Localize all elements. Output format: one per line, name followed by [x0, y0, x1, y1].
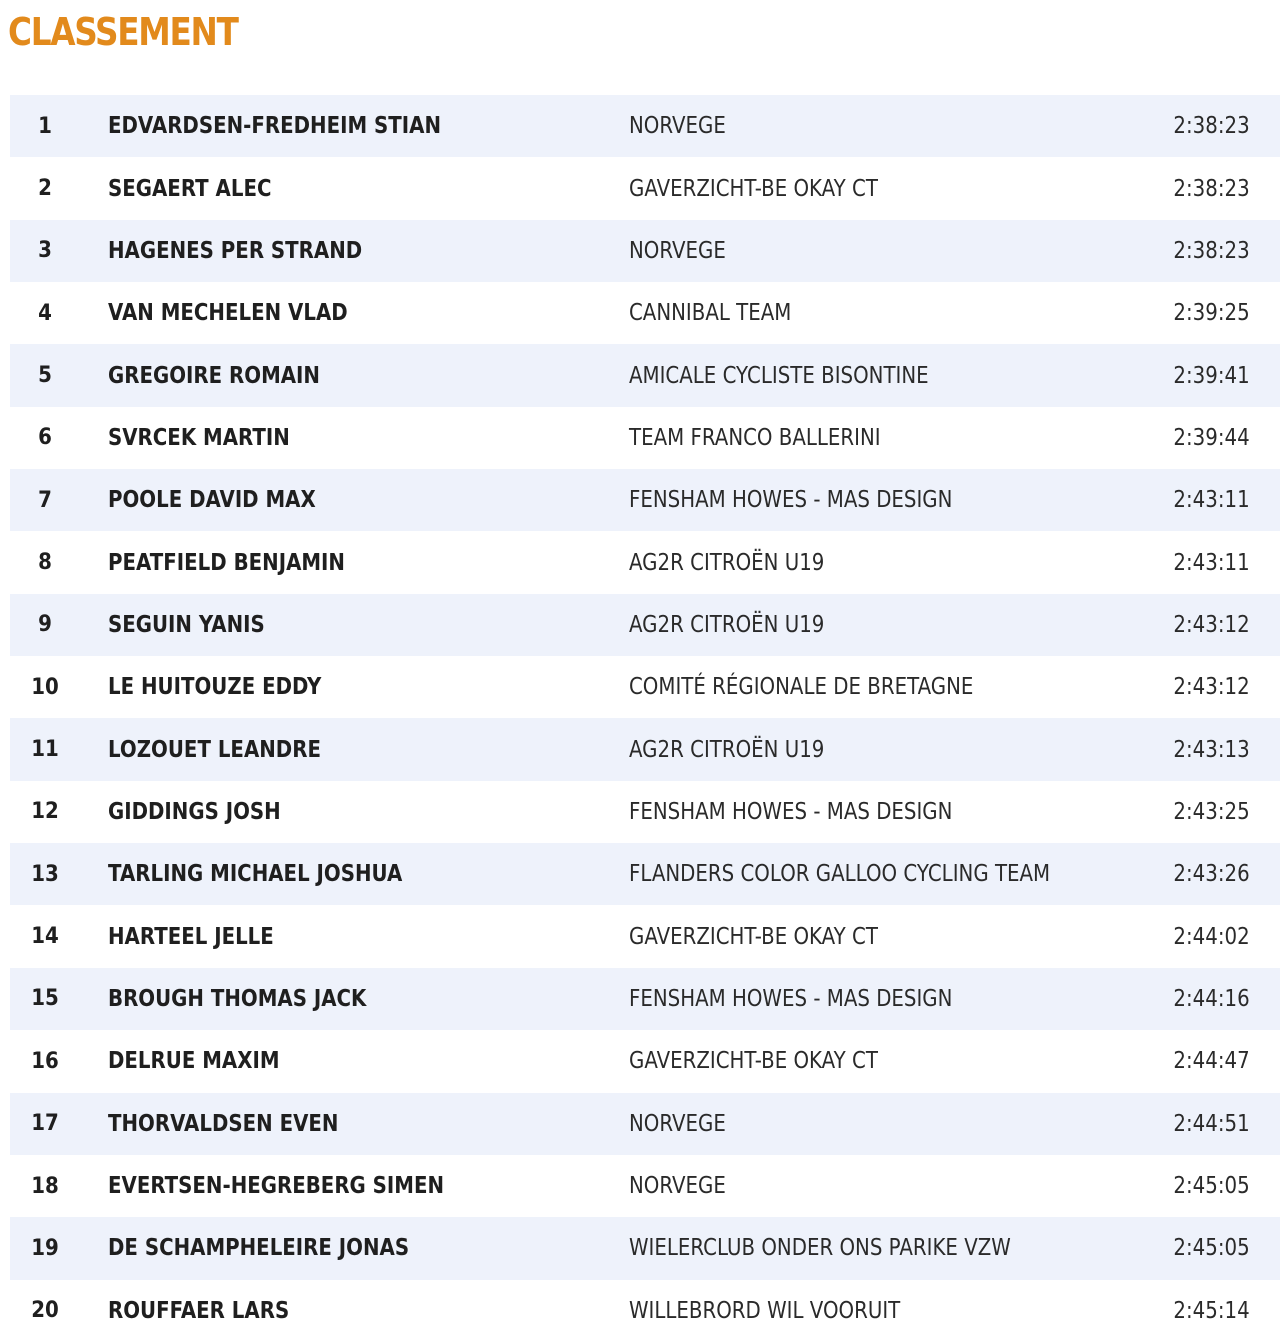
page-title: CLASSEMENT [8, 10, 238, 54]
table-row [10, 656, 1280, 718]
table-row [10, 594, 1280, 656]
rank-cell: 11 [31, 737, 59, 763]
rider-name-cell: LE HUITOUZE EDDY [108, 674, 322, 701]
time-cell: 2:44:47 [1173, 1048, 1250, 1075]
time-cell: 2:45:05 [1173, 1235, 1250, 1262]
team-cell: AG2R CITROËN U19 [629, 736, 825, 763]
rider-name-cell: ROUFFAER LARS [108, 1297, 290, 1324]
table-row [10, 344, 1280, 406]
rider-name-cell: BROUGH THOMAS JACK [108, 985, 367, 1012]
team-cell: NORVEGE [629, 1173, 726, 1200]
rider-name-cell: SVRCEK MARTIN [108, 424, 290, 451]
rank-cell: 2 [38, 176, 52, 202]
time-cell: 2:43:11 [1173, 487, 1250, 514]
rank-cell: 15 [31, 986, 59, 1012]
rider-name-cell: GIDDINGS JOSH [108, 798, 281, 825]
results-table [10, 95, 1280, 1342]
table-row [10, 220, 1280, 282]
rider-name-cell: POOLE DAVID MAX [108, 487, 316, 514]
rider-name-cell: TARLING MICHAEL JOSHUA [108, 861, 403, 888]
rank-cell: 7 [38, 487, 52, 513]
rider-name-cell: VAN MECHELEN VLAD [108, 300, 348, 327]
team-cell: AG2R CITROËN U19 [629, 611, 825, 638]
team-cell: NORVEGE [629, 1110, 726, 1137]
rank-cell: 19 [31, 1235, 59, 1261]
team-cell: GAVERZICHT-BE OKAY CT [629, 923, 878, 950]
rank-cell: 13 [31, 861, 59, 887]
table-row [10, 157, 1280, 219]
time-cell: 2:38:23 [1173, 175, 1250, 202]
team-cell: GAVERZICHT-BE OKAY CT [629, 1048, 878, 1075]
team-cell: AMICALE CYCLISTE BISONTINE [629, 362, 929, 389]
rider-name-cell: THORVALDSEN EVEN [108, 1110, 339, 1137]
time-cell: 2:38:23 [1173, 113, 1250, 140]
time-cell: 2:45:14 [1173, 1297, 1250, 1324]
team-cell: AG2R CITROËN U19 [629, 549, 825, 576]
table-row [10, 531, 1280, 593]
table-row [10, 718, 1280, 780]
time-cell: 2:43:12 [1173, 674, 1250, 701]
rider-name-cell: DE SCHAMPHELEIRE JONAS [108, 1235, 410, 1262]
rider-name-cell: SEGUIN YANIS [108, 611, 265, 638]
table-row [10, 968, 1280, 1030]
time-cell: 2:44:51 [1173, 1110, 1250, 1137]
time-cell: 2:39:41 [1173, 362, 1250, 389]
table-row [10, 1280, 1280, 1342]
time-cell: 2:39:44 [1173, 424, 1250, 451]
time-cell: 2:45:05 [1173, 1173, 1250, 1200]
table-row [10, 1030, 1280, 1092]
team-cell: NORVEGE [629, 113, 726, 140]
team-cell: WIELERCLUB ONDER ONS PARIKE VZW [629, 1235, 1011, 1262]
time-cell: 2:44:16 [1173, 985, 1250, 1012]
time-cell: 2:43:11 [1173, 549, 1250, 576]
rank-cell: 5 [38, 363, 52, 389]
time-cell: 2:43:12 [1173, 611, 1250, 638]
table-row [10, 469, 1280, 531]
team-cell: TEAM FRANCO BALLERINI [629, 424, 881, 451]
rank-cell: 18 [31, 1173, 59, 1199]
time-cell: 2:43:26 [1173, 861, 1250, 888]
team-cell: COMITÉ RÉGIONALE DE BRETAGNE [629, 674, 974, 701]
team-cell: WILLEBRORD WIL VOORUIT [629, 1297, 901, 1324]
rank-cell: 12 [31, 799, 59, 825]
time-cell: 2:39:25 [1173, 300, 1250, 327]
rank-cell: 3 [38, 238, 52, 264]
rank-cell: 20 [31, 1298, 59, 1324]
rider-name-cell: LOZOUET LEANDRE [108, 736, 321, 763]
table-row [10, 781, 1280, 843]
rank-cell: 4 [38, 300, 52, 326]
rider-name-cell: SEGAERT ALEC [108, 175, 272, 202]
table-row [10, 407, 1280, 469]
time-cell: 2:38:23 [1173, 237, 1250, 264]
rider-name-cell: HARTEEL JELLE [108, 923, 274, 950]
table-row [10, 1155, 1280, 1217]
team-cell: FENSHAM HOWES - MAS DESIGN [629, 985, 953, 1012]
time-cell: 2:43:25 [1173, 798, 1250, 825]
rider-name-cell: EVERTSEN-HEGREBERG SIMEN [108, 1173, 445, 1200]
rank-cell: 8 [38, 550, 52, 576]
rank-cell: 14 [31, 924, 59, 950]
rider-name-cell: HAGENES PER STRAND [108, 237, 363, 264]
rank-cell: 16 [31, 1048, 59, 1074]
team-cell: FLANDERS COLOR GALLOO CYCLING TEAM [629, 861, 1051, 888]
table-row [10, 95, 1280, 157]
time-cell: 2:43:13 [1173, 736, 1250, 763]
rider-name-cell: GREGOIRE ROMAIN [108, 362, 320, 389]
team-cell: CANNIBAL TEAM [629, 300, 792, 327]
team-cell: GAVERZICHT-BE OKAY CT [629, 175, 878, 202]
team-cell: FENSHAM HOWES - MAS DESIGN [629, 487, 953, 514]
team-cell: NORVEGE [629, 237, 726, 264]
rank-cell: 10 [31, 674, 59, 700]
rider-name-cell: DELRUE MAXIM [108, 1048, 280, 1075]
team-cell: FENSHAM HOWES - MAS DESIGN [629, 798, 953, 825]
rank-cell: 1 [38, 113, 52, 139]
table-row [10, 843, 1280, 905]
table-row [10, 1093, 1280, 1155]
table-row [10, 282, 1280, 344]
rider-name-cell: PEATFIELD BENJAMIN [108, 549, 345, 576]
rank-cell: 9 [38, 612, 52, 638]
rank-cell: 17 [31, 1111, 59, 1137]
table-row [10, 905, 1280, 967]
time-cell: 2:44:02 [1173, 923, 1250, 950]
table-row [10, 1217, 1280, 1279]
rank-cell: 6 [38, 425, 52, 451]
rider-name-cell: EDVARDSEN-FREDHEIM STIAN [108, 113, 442, 140]
